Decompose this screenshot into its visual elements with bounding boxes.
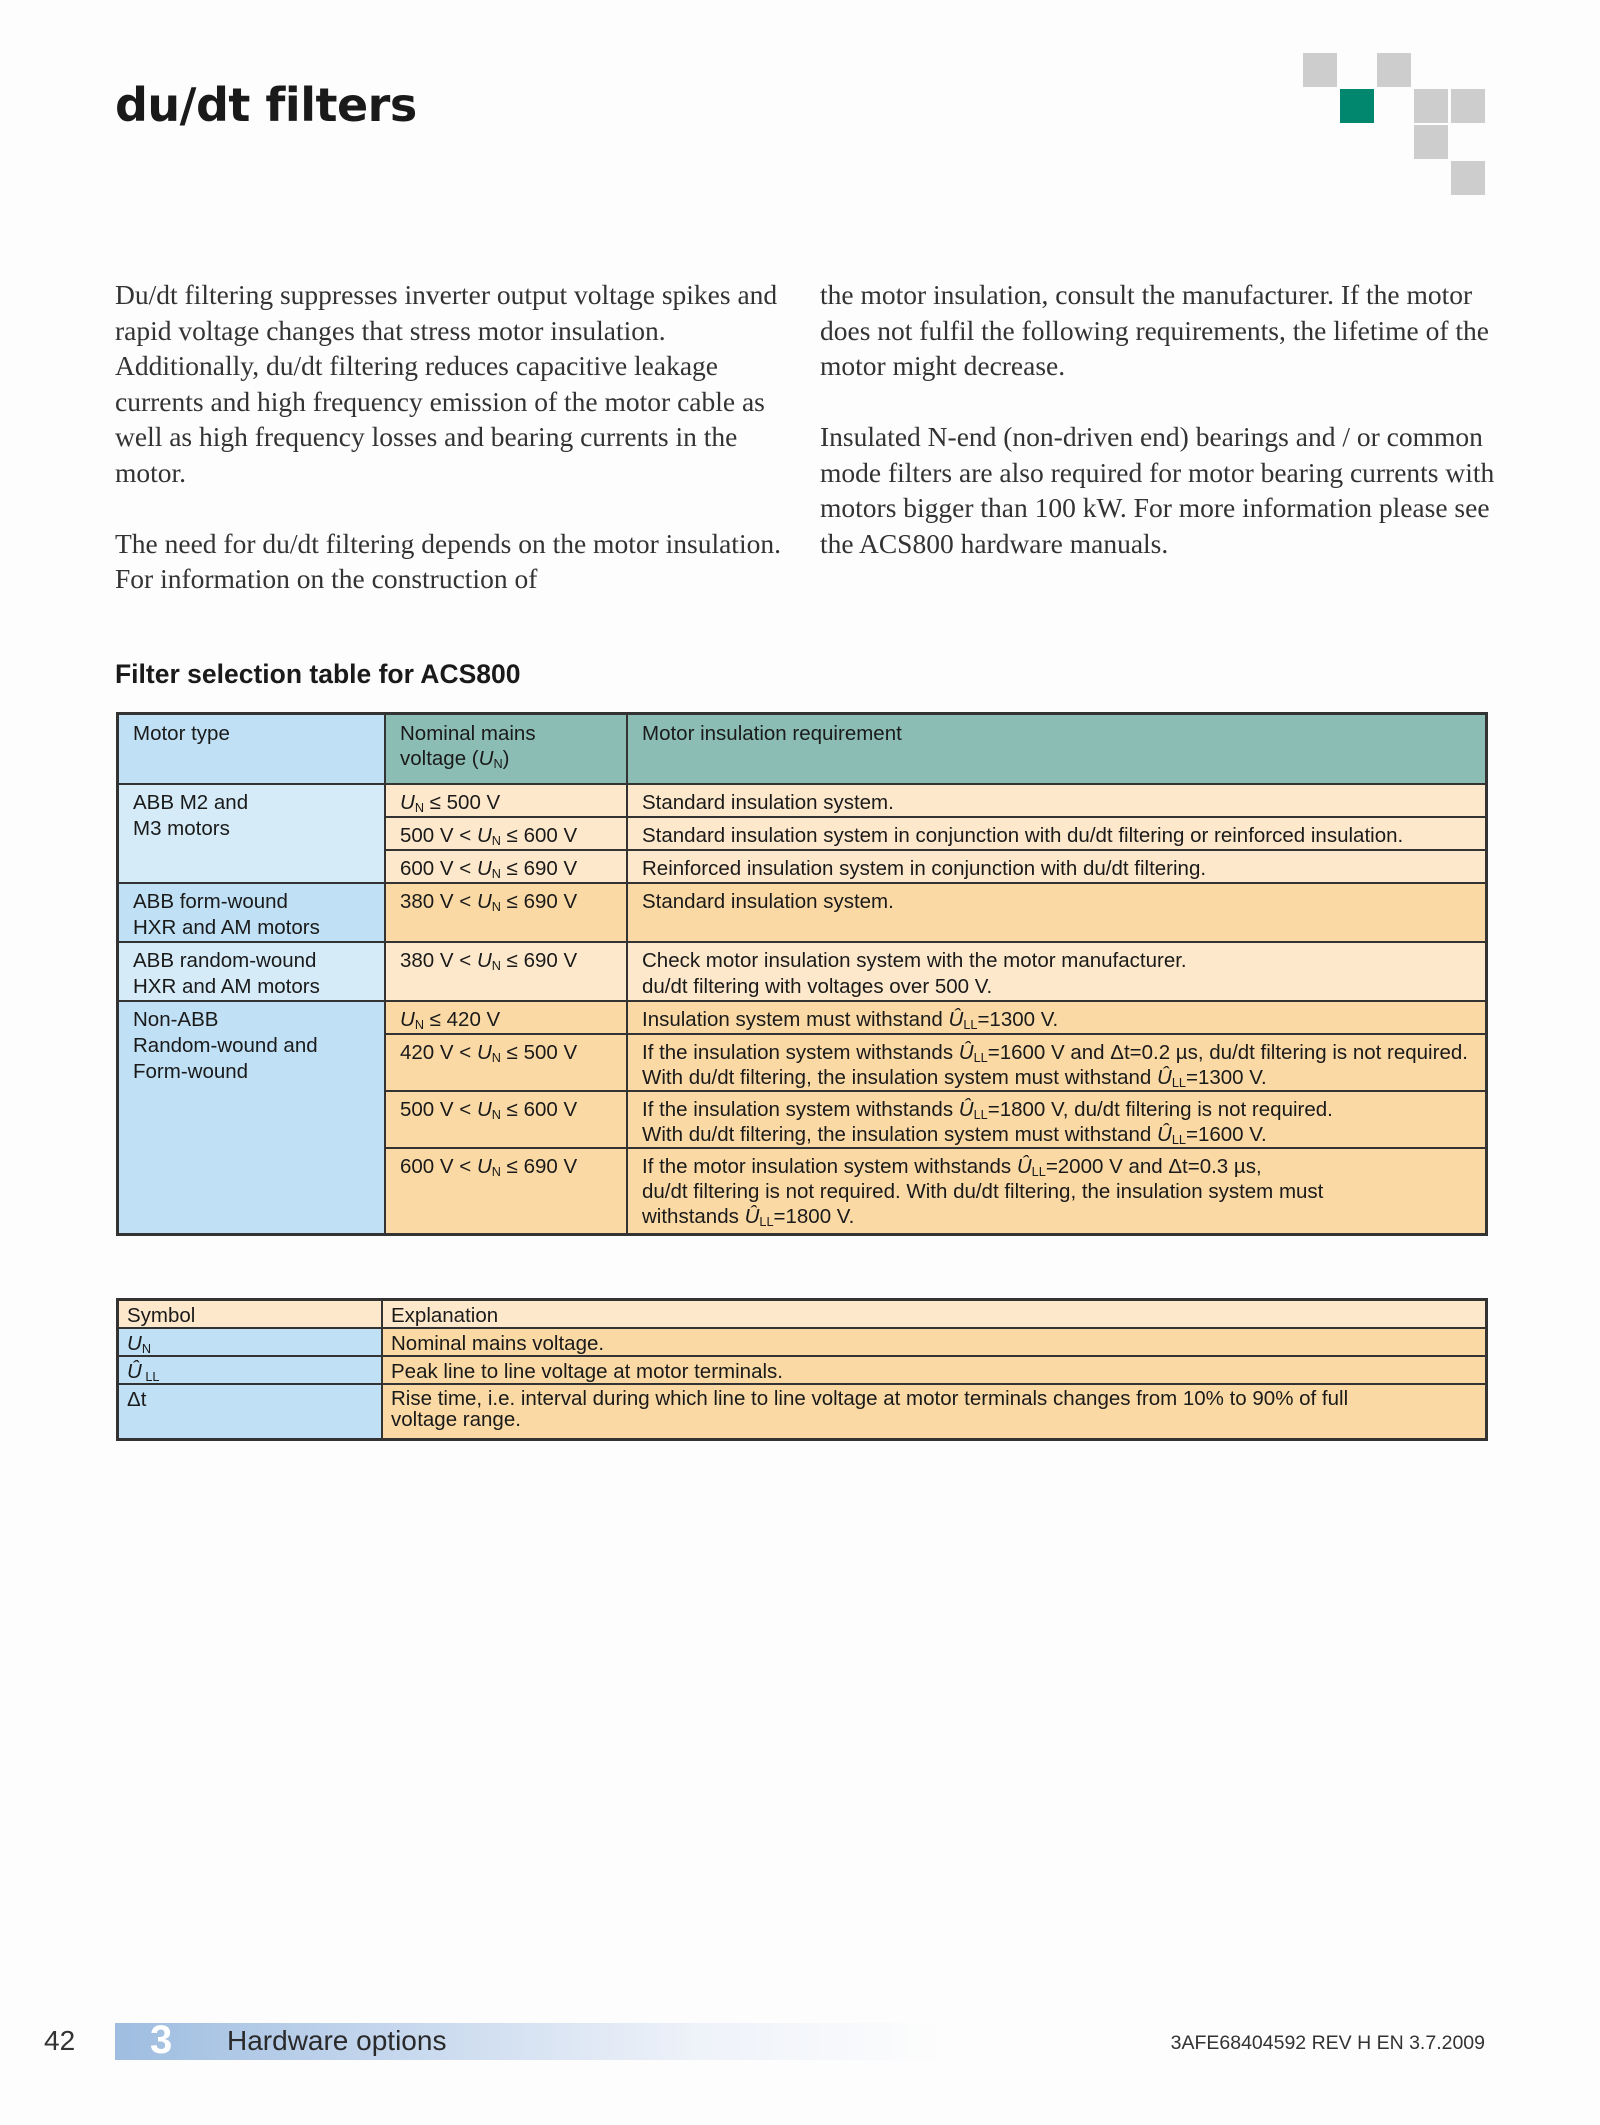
body-column-right (820, 277, 1500, 597)
section-heading: Filter selection table for ACS800 (115, 659, 521, 689)
symbol-cell: $U_N$ (118, 1328, 383, 1356)
page-title: du/dt filters (115, 78, 417, 132)
requirement-cell: Standard insulation system in conjunction with du/dt filtering or reinforced insulation. (627, 817, 1487, 850)
requirement-cell: Reinforced insulation system in conjunction with du/dt filtering. (627, 850, 1487, 883)
table-row (118, 942, 1487, 1001)
deco-square (1303, 53, 1337, 87)
voltage-cell: 500 $V < U_N \le 600$ V (385, 817, 627, 850)
requirement-cell: Standard insulation system. (627, 784, 1487, 817)
voltage-cell: $U_N \le 500$ V (385, 784, 627, 817)
requirement-cell: Check motor insulation system with the motor manufacturer. du/dt filtering with voltages over 500 V. (627, 942, 1487, 1001)
paragraph: Insulated N-end (non-driven end) bearings and / or common mode filters are also required for motor bearing currents with motors bigger than 100 kW. For more information please see the ACS800 hardware manuals. (820, 421, 1495, 559)
requirement-cell: Standard insulation system. (627, 883, 1487, 942)
voltage-cell: 500 $V < U_N \le 600$ V (385, 1091, 627, 1148)
body-column-left (115, 277, 795, 632)
requirement-cell: If the insulation system withstands $Û_{LL}=1600$ V and Δt=0.2 µs, du/dt filtering is not required. With du/dt filtering, the insulation system must withstand $Û_{LL}=1300$ V. (627, 1034, 1487, 1091)
deco-square (1451, 161, 1485, 195)
table-header-row (118, 1300, 1487, 1329)
deco-square (1414, 125, 1448, 159)
symbol-cell: Δt (118, 1384, 383, 1440)
motor-type-cell: ABB M2 and M3 motors (118, 784, 386, 883)
deco-square-accent (1340, 89, 1374, 123)
symbol-cell: Û $_{LL}$ (118, 1356, 383, 1384)
voltage-cell: 600 $V < U_N \le 690$ V (385, 850, 627, 883)
header-symbol: Symbol (118, 1300, 383, 1329)
header-insulation-requirement: Motor insulation requirement (627, 714, 1487, 785)
deco-square (1414, 89, 1448, 123)
requirement-cell: Insulation system must withstand $Û_{LL}=1300$ V. (627, 1001, 1487, 1034)
deco-square (1451, 89, 1485, 123)
paragraph: The need for du/dt filtering depends on the motor insulation. For information on the construction of (115, 527, 781, 594)
page-number: 42 (44, 2025, 76, 2056)
motor-type-cell: Non-ABB Random-wound and Form-wound (118, 1001, 386, 1235)
chapter-title: Hardware options (227, 2025, 447, 2056)
symbol-table (116, 1298, 1488, 1441)
document-code: 3AFE68404592 REV H EN 3.7.2009 (1170, 2032, 1485, 2054)
deco-square (1377, 53, 1411, 87)
table-row (118, 883, 1487, 942)
paragraph: Du/dt filtering suppresses inverter output voltage spikes and rapid voltage changes that stress motor insulation. Additionally, du/dt filtering reduces capacitive leakage currents and high frequency emission of the motor cable as well as high frequency losses and bearing currents in the motor. (115, 279, 778, 488)
table-row (118, 1356, 1487, 1384)
header-nominal-voltage: Nominal mains voltage $(U_N)$ (385, 714, 627, 785)
paragraph: the motor insulation, consult the manufacturer. If the motor does not fulfil the following requirements, the lifetime of the motor might decrease. (820, 279, 1489, 381)
voltage-cell: $U_N \le 420$ V (385, 1001, 627, 1034)
table-row (118, 1384, 1487, 1440)
requirement-cell: If the motor insulation system withstands $Û_{LL}=2000$ V and Δt=0.3 µs, du/dt filtering is not required. With du/dt filtering, the insulation system must withstands $Û_{LL}=1800$ V. (627, 1148, 1487, 1235)
explanation-cell: Peak line to line voltage at motor terminals. (382, 1356, 1487, 1384)
requirement-cell: If the insulation system withstands $Û_{LL}=1800$ V, du/dt filtering is not required. With du/dt filtering, the insulation system must withstand $Û_{LL}=1600$ V. (627, 1091, 1487, 1148)
table-row (118, 1001, 1487, 1034)
motor-type-cell: ABB form-wound HXR and AM motors (118, 883, 386, 942)
table-row (118, 1328, 1487, 1356)
voltage-cell: 420 $V < U_N \le 500$ V (385, 1034, 627, 1091)
header-explanation: Explanation (382, 1300, 1487, 1329)
filter-selection-table (116, 712, 1488, 1236)
table-header-row (118, 714, 1487, 785)
chapter-number: 3 (150, 2018, 173, 2062)
table-row (118, 784, 1487, 817)
voltage-cell: 600 $V < U_N \le 690$ V (385, 1148, 627, 1235)
voltage-cell: 380 $V < U_N \le 690$ V (385, 942, 627, 1001)
voltage-cell: 380 $V < U_N \le 690$ V (385, 883, 627, 942)
explanation-cell: Nominal mains voltage. (382, 1328, 1487, 1356)
header-motor-type: Motor type (118, 714, 386, 785)
motor-type-cell: ABB random-wound HXR and AM motors (118, 942, 386, 1001)
explanation-cell: Rise time, i.e. interval during which line to line voltage at motor terminals changes from 10% to 90% of full voltage range. (382, 1384, 1487, 1440)
